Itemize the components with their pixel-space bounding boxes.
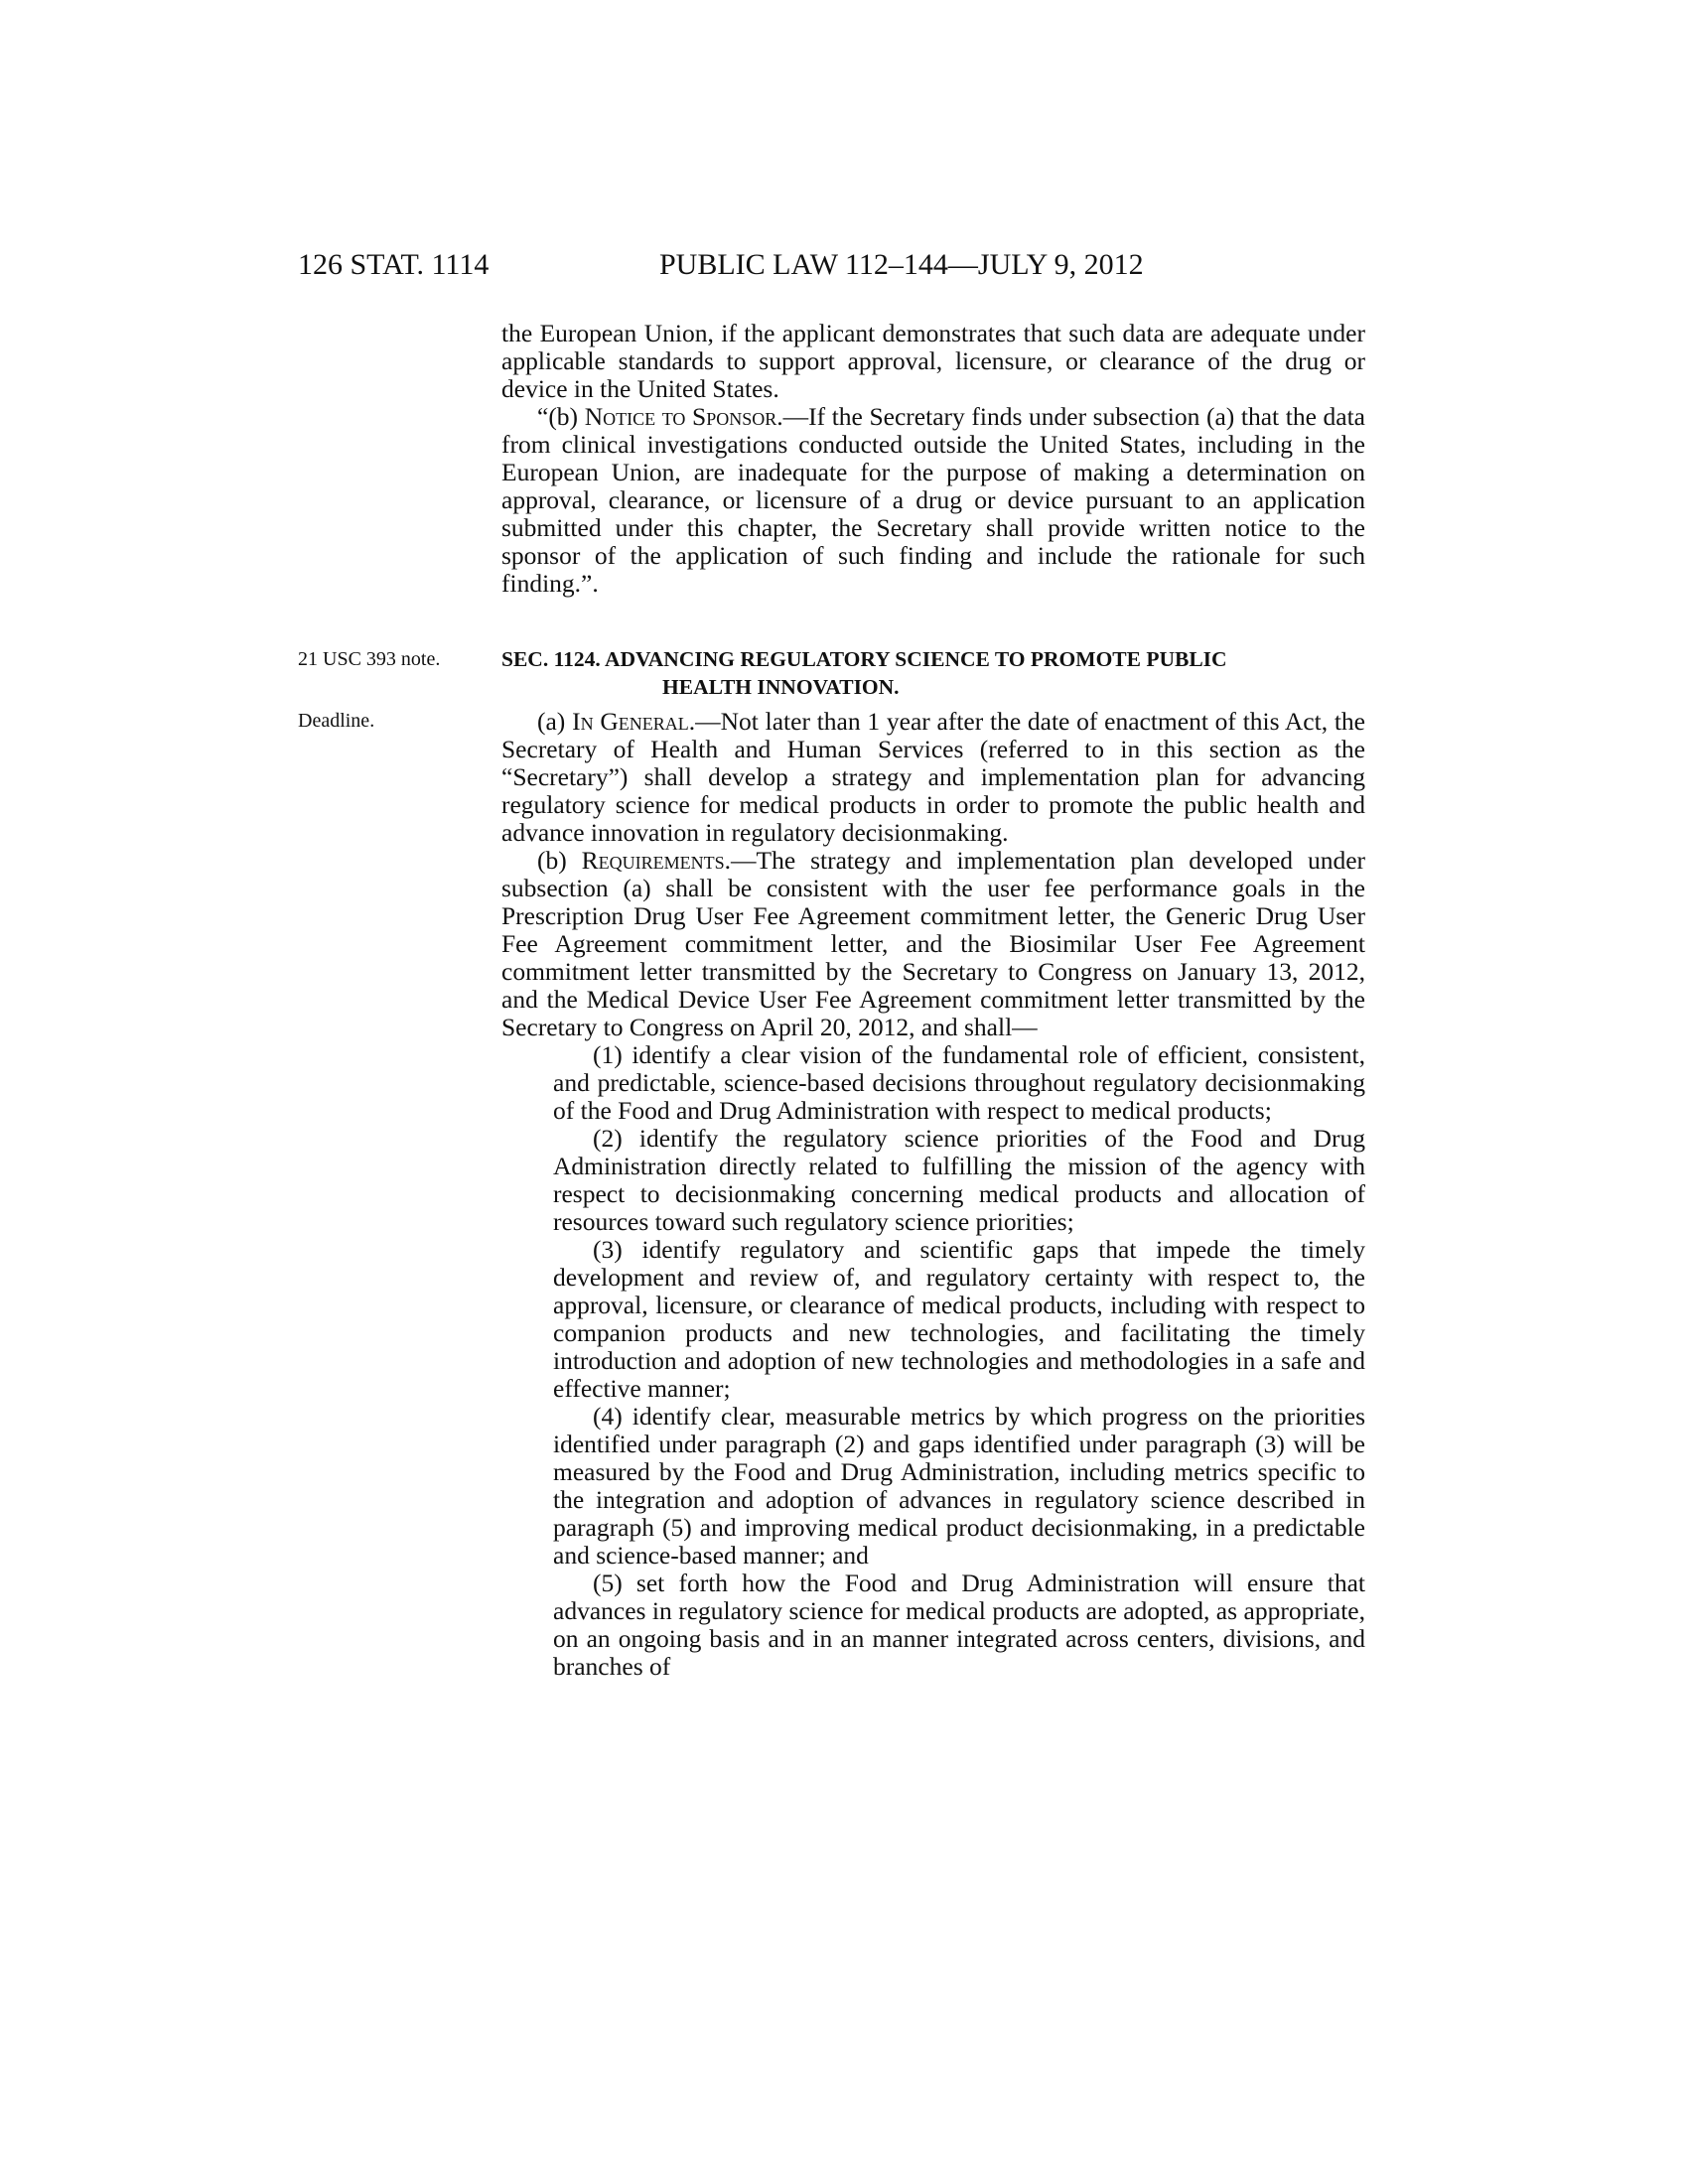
section-heading <box>501 645 1365 701</box>
notice-paragraph <box>501 403 1365 598</box>
subsection-b-text: .—The strategy and implementation plan developed under subsection (a) shall be consistent with the user fee performance goals in the Prescription Drug User Fee Agreement commitment letter, the Generic Drug User Fee Agreement commitment letter, and the Biosimilar User Fee Agreement commitment letter transmitted by the Secretary to Congress on January 13, 2012, and the Medical Device User Fee Agreement commitment letter transmitted by the Secretary to Congress on April 20, 2012, and shall— <box>501 846 1366 1041</box>
paragraph-item-1: (1) identify a clear vision of the fundamental role of efficient, consistent, and predictable, science-based decisions throughout regulatory decisionmaking of the Food and Drug Administration with respect to medical products; <box>553 1040 1365 1125</box>
subsection-b-heading: Requirements <box>581 846 725 875</box>
subsection-a-text: .—Not later than 1 year after the date of enactment of this Act, the Secretary of Health and Human Services (referred to in this section as the “Secretary”) shall develop a strategy and implementation plan for advancing regulatory science for medical products in order to promote the public health and advance innovation in regulatory decisionmaking. <box>501 707 1365 847</box>
notice-text: .—If the Secretary finds under subsection (a) that the data from clinical investigations conducted outside the United States, including in the European Union, are inadequate for the purpose of making a determination on approval, clearance, or licensure of a drug or device pursuant to an application submitted under this chapter, the Secretary shall provide written notice to the sponsor of the application of such finding and include the rationale for such finding.”. <box>501 402 1365 598</box>
notice-heading: Notice to Sponsor <box>584 402 777 431</box>
subsection-b-label: (b) <box>537 846 582 875</box>
subsection-a-heading: In General <box>572 707 689 736</box>
paragraph-item-4: (4) identify clear, measurable metrics by which progress on the priorities identified under paragraph (2) and gaps identified under paragraph (3) will be measured by the Food and Drug Administration, including metrics specific to the integration and adoption of advances in regulatory science described in paragraph (5) and improving medical product decisionmaking, in a predictable and science-based manner; and <box>553 1402 1365 1570</box>
page-header <box>298 248 1370 288</box>
usc-margin-note: 21 USC 393 note. <box>298 648 441 670</box>
section-heading-line2: HEALTH INNOVATION. <box>662 675 900 699</box>
notice-open: “(b) <box>537 402 585 431</box>
subsection-a <box>501 708 1365 847</box>
paragraph-item-3: (3) identify regulatory and scientific gaps that impede the timely development and review of, and regulatory certainty with respect to, the approval, licensure, or clearance of medical products, including with respect to companion products and new technologies, and facilitating the timely introduction and adoption of new technologies and methodologies in a safe and effective manner; <box>553 1235 1365 1403</box>
subsection-b <box>501 847 1365 1041</box>
public-law-title: PUBLIC LAW 112–144—JULY 9, 2012 <box>659 248 1144 281</box>
stat-page-number: 126 STAT. 1114 <box>298 248 490 281</box>
paragraph-item-5: (5) set forth how the Food and Drug Administration will ensure that advances in regulatory science for medical products are adopted, as appropriate, on an ongoing basis and in an manner integrated across centers, divisions, and branches of <box>553 1569 1365 1681</box>
section-body <box>501 708 1365 1681</box>
section-heading-line1: SEC. 1124. ADVANCING REGULATORY SCIENCE TO PROMOTE PUBLIC <box>501 647 1227 671</box>
paragraph-item-2: (2) identify the regulatory science priorities of the Food and Drug Administration directly related to fulfilling the mission of the agency with respect to decisionmaking concerning medical products and allocation of resources toward such regulatory science priorities; <box>553 1124 1365 1236</box>
intro-text <box>501 320 1365 598</box>
continuation-paragraph: the European Union, if the applicant demonstrates that such data are adequate under applicable standards to support approval, licensure, or clearance of the drug or device in the United States. <box>501 319 1365 403</box>
deadline-margin-note: Deadline. <box>298 710 375 732</box>
subsection-a-label: (a) <box>537 707 573 736</box>
